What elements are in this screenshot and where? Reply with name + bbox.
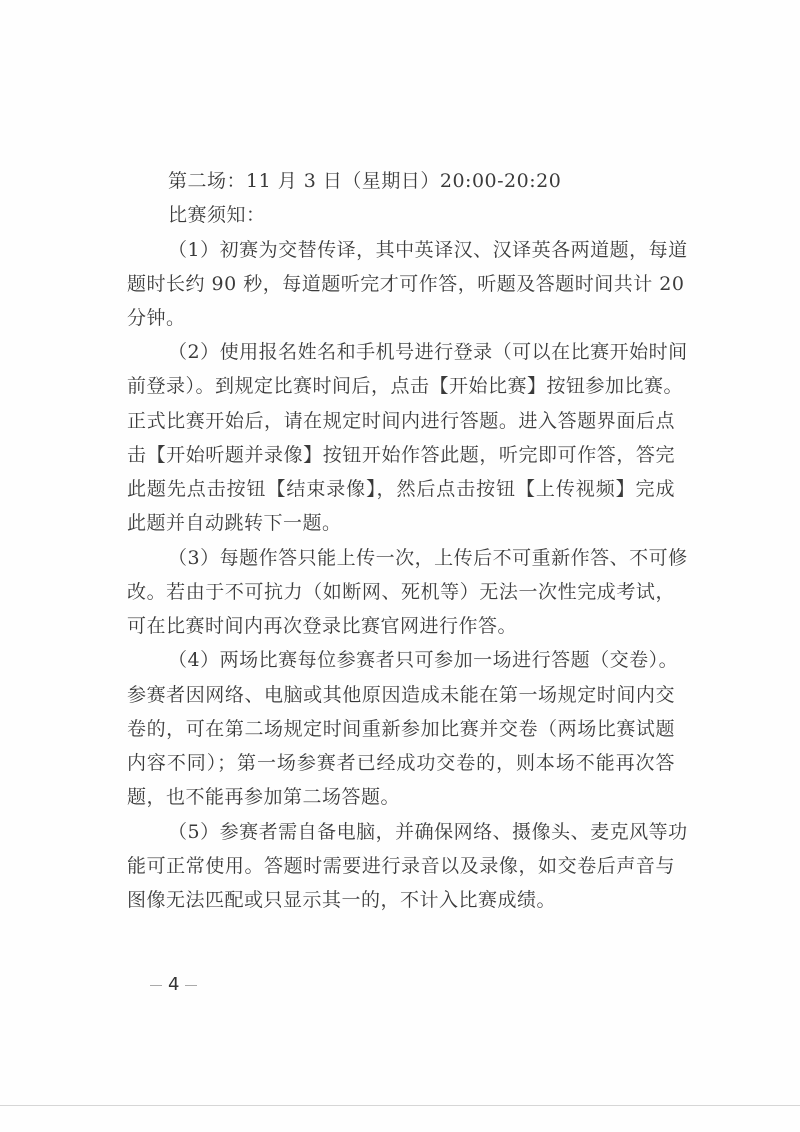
page-number-dash-left xyxy=(150,985,162,986)
paragraph-line: 图像无法匹配或只显示其一的，不计入比赛成绩。 xyxy=(127,889,557,911)
paragraph-line: 分钟。 xyxy=(127,307,186,329)
notice-heading: 比赛须知： xyxy=(168,204,266,226)
paragraph-line: （2）使用报名姓名和手机号进行登录（可以在比赛开始时间 xyxy=(168,341,688,363)
paragraph-line: 此题先点击按钮【结束录像】，然后点击按钮【上传视频】完成 xyxy=(127,478,675,500)
paragraph-line: 此题并自动跳转下一题。 xyxy=(127,512,342,534)
page-number xyxy=(150,970,210,1000)
paragraph-line: 击【开始听题并录像】按钮开始作答此题，听完即可作答，答完 xyxy=(127,444,675,466)
paragraph-line: 参赛者因网络、电脑或其他原因造成未能在第一场规定时间内交 xyxy=(127,684,675,706)
paragraph-line: （1）初赛为交替传译，其中英译汉、汉译英各两道题，每道 xyxy=(168,239,688,261)
paragraph-line: （3）每题作答只能上传一次，上传后不可重新作答、不可修 xyxy=(168,547,688,569)
page-number-dash-right xyxy=(185,985,197,986)
paragraph-line: （5）参赛者需自备电脑，并确保网络、摄像头、麦克风等功 xyxy=(168,821,688,843)
paragraph-line: （4）两场比赛每位参赛者只可参加一场进行答题（交卷）。 xyxy=(168,649,679,671)
paragraph-line: 正式比赛开始后，请在规定时间内进行答题。进入答题界面后点 xyxy=(127,410,675,432)
paragraph-line: 改。若由于不可抗力（如断网、死机等）无法一次性完成考试， xyxy=(127,581,675,603)
paragraph-line: 内容不同）；第一场参赛者已经成功交卷的，则本场不能再次答 xyxy=(127,752,675,774)
paragraph-line: 卷的，可在第二场规定时间重新参加比赛并交卷（两场比赛试题 xyxy=(127,718,675,740)
paragraph-line: 题，也不能再参加第二场答题。 xyxy=(127,786,401,808)
session-time-line: 第二场：11 月 3 日（星期日）20:00-20:20 xyxy=(168,170,562,192)
paragraph-line: 可在比赛时间内再次登录比赛官网进行作答。 xyxy=(127,615,518,637)
paragraph-line: 前登录）。到规定比赛时间后，点击【开始比赛】按钮参加比赛。 xyxy=(127,375,684,397)
paragraph-line: 能可正常使用。答题时需要进行录音以及录像，如交卷后声音与 xyxy=(127,855,675,877)
page-bottom-edge xyxy=(0,1105,800,1106)
paragraph-line: 题时长约 90 秒，每道题听完才可作答，听题及答题时间共计 20 xyxy=(127,273,685,295)
page-number-value: 4 xyxy=(168,974,180,995)
